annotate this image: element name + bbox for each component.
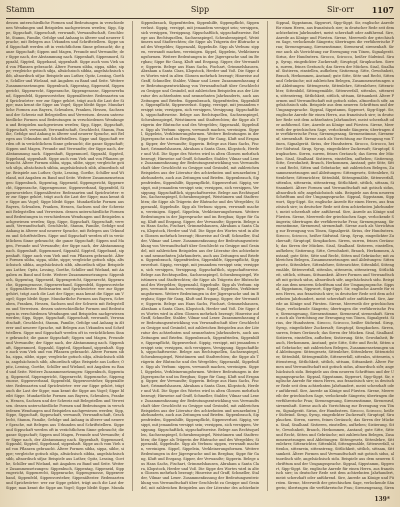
header-center-word: Sipp (190, 5, 210, 14)
header-right-word: Sir-orr (326, 5, 354, 14)
column-divider (267, 21, 268, 491)
printer-signature-mark: 139* (374, 496, 390, 503)
column-left (6, 21, 124, 491)
running-header (6, 4, 394, 19)
page-number: 1107 (371, 5, 394, 15)
column-middle (141, 21, 259, 491)
column-left-text: dessen unterschiedliche Formen und Bedeutungen in verschiedenen Wendungen und Beispielen nachgewiesen werden; Sipp, Sippe, Sippschaft, Sippeschaft, verwandt, Verwandtschaft, Geschlecht, Stamm, Familie, Gefolge und Anhang in älterer und neuerer Sprache, mit Belegen aus Urkunden und Schriftstellern. Sippe und Sippschaft werden oft in verächtlichem Sinne gebraucht; die ganze Sippschaft; Sippen und Magen, Freunde und Verwandte; der Sippe nach, der Abstammung nach. Sippenhaft, Sippenmord, Sippzahl, Sippteil, Sippeband, sippenhaft. Sippe auch vom Vieh und von Pflanzen gebraucht. Ältere Formen sibba, sippa, sibbe, sippe; vergleiche gotisch sibja, altsächsisch sibbia, angelsächsisch sibb, altnordisch sifjar. Beispiele aus Luther, Opitz, Lessing, Goethe, Schiller und Wieland, mit Angaben zu Band und Seite. Weitere Zusammensetzungen: Sippenbuch, Sippentag, Sippeneid, Sippengericht, Sippenrecht, Sippenrache, Sippengenosse, Sippenverband, Sippenfeld, Sippenvorsteher, Sippenältester. Redensarten und Sprichwörter: wer zur Sippe gehört, trägt auch die Last der Sippe; man kennt die Sippe am Vogel; Sippe bleibt Sippe. Mundartliche Formen aus Bayern, Schwaben, Franken, Hessen, Sachsen und der Schweiz mit Belegstellen und Verweisen. dessen unterschiedliche Formen und Bedeutungen in verschiedenen Wendungen und Beispielen nachgewiesen werden; Sipp, Sippe, Sippschaft, Sippeschaft, verwandt, Verwandtschaft, Geschlecht, Stamm, Familie, Gefolge und Anhang in älterer und neuerer Sprache, mit Belegen aus Urkunden und Schriftstellern. Sippe und Sippschaft werden oft in verächtlichem Sinne gebraucht; die ganze Sippschaft; Sippen und Magen, Freunde und Verwandte; der Sippe nach, der Abstammung nach. Sippenhaft, Sippenmord, Sippzahl, Sippteil, Sippeband, sippenhaft. Sippe auch vom Vieh und von Pflanzen gebraucht. Ältere Formen sibba, sippa, sibbe, sippe; vergleiche gotisch sibja, altsächsisch sibbia, angelsächsisch sibb, altnordisch sifjar. Beispiele aus Luther, Opitz, Lessing, Goethe, Schiller und Wieland, mit Angaben zu Band und Seite. Weitere Zusammensetzungen: Sippenbuch, Sippentag, Sippeneid, Sippengericht, Sippenrecht, Sippenrache, Sippengenosse, Sippenverband, Sippenfeld, Sippenvorsteher, Sippenältester. Redensarten und Sprichwörter: wer zur Sippe gehört, trägt auch die Last der Sippe; man kennt die Sippe am Vogel; Sippe bleibt Sippe. Mundartliche Formen aus Bayern, Schwaben, Franken, Hessen, Sachsen und der Schweiz mit Belegstellen und Verweisen. dessen unterschiedliche Formen und Bedeutungen in verschiedenen Wendungen und Beispielen nachgewiesen werden; Sipp, Sippe, Sippschaft, Sippeschaft, verwandt, Verwandtschaft, Geschlecht, Stamm, Familie, Gefolge und Anhang in älterer und neuerer Sprache, mit Belegen aus Urkunden und Schriftstellern. Sippe und Sippschaft werden oft in verächtlichem Sinne gebraucht; die ganze Sippschaft; Sippen und Magen, Freunde und Verwandte; der Sippe nach, der Abstammung nach. Sippenhaft, Sippenmord, Sippzahl, Sippteil, Sippeband, sippenhaft. Sippe auch vom Vieh und von Pflanzen gebraucht. Ältere Formen sibba, sippa, sibbe, sippe; vergleiche gotisch sibja, altsächsisch sibbia, angelsächsisch sibb, altnordisch sifjar. Beispiele aus Luther, Opitz, Lessing, Goethe, Schiller und Wieland, mit Angaben zu Band und Seite. Weitere Zusammensetzungen: Sippenbuch, Sippentag, Sippeneid, Sippengericht, Sippenrecht, Sippenrache, Sippengenosse, Sippenverband, Sippenfeld, Sippenvorsteher, Sippenältester. Redensarten und Sprichwörter: wer zur Sippe gehört, trägt auch die Last der Sippe; man kennt die Sippe am Vogel; Sippe bleibt Sippe. Mundartliche Formen aus Bayern, Schwaben, Franken, Hessen, Sachsen und der Schweiz mit Belegstellen und Verweisen. dessen unterschiedliche Formen und Bedeutungen in verschiedenen Wendungen und Beispielen nachgewiesen werden; Sipp, Sippe, Sippschaft, Sippeschaft, verwandt, Verwandtschaft, Geschlecht, Stamm, Familie, Gefolge und Anhang in älterer und neuerer Sprache, mit Belegen aus Urkunden und Schriftstellern. Sippe und Sippschaft werden oft in verächtlichem Sinne gebraucht; die ganze Sippschaft; Sippen und Magen, Freunde und Verwandte; der Sippe nach, der Abstammung nach. Sippenhaft, Sippenmord, Sippzahl, Sippteil, Sippeband, sippenhaft. Sippe auch vom Vieh und von Pflanzen gebraucht. Ältere Formen sibba, sippa, sibbe, sippe; vergleiche gotisch sibja, altsächsisch sibbia, angelsächsisch sibb, altnordisch sifjar. Beispiele aus Luther, Opitz, Lessing, Goethe, Schiller und Wieland, mit Angaben zu Band und Seite. Weitere Zusammensetzungen: Sippenbuch, Sippentag, Sippeneid, Sippengericht, Sippenrecht, Sippenrache, Sippengenosse, Sippenverband, Sippenfeld, Sippenvorsteher, Sippenältester. Redensarten und Sprichwörter: wer zur Sippe gehört, trägt auch die Last der Sippe; man kennt die Sippe am Vogel; Sippe bleibt Sippe. Mundartliche Formen aus Bayern, Schwaben, Franken, Hessen, Sachsen und der Schweiz mit Belegstellen und Verweisen. dessen unterschiedliche Formen und Bedeutungen in verschiedenen Wendungen und Beispielen nachgewiesen werden; Sipp, Sippe, Sippschaft, Sippeschaft, verwandt, Verwandtschaft, Geschlecht, Stamm, Familie, Gefolge und Anhang in älterer und neuerer Sprache, mit Belegen aus Urkunden und Schriftstellern. Sippe und Sippschaft werden oft in verächtlichem Sinne gebraucht; die ganze Sippschaft; Sippen und Magen, Freunde und Verwandte; der Sippe nach, der Abstammung nach. Sippenhaft, Sippenmord, Sippzahl, Sippteil, Sippeband, sippenhaft. Sippe auch vom Vieh und von Pflanzen gebraucht. Ältere Formen sibba, sippa, sibbe, sippe; vergleiche gotisch sibja, altsächsisch sibbia, angelsächsisch sibb, altnordisch sifjar. Beispiele aus Luther, Opitz, Lessing, Goethe, Schiller und Wieland, mit Angaben zu Band und Seite. Weitere Zusammensetzungen: Sippenbuch, Sippentag, Sippeneid, Sippengericht, Sippenrecht, Sippenrache, Sippengenosse, Sippenverband, Sippenfeld, Sippenvorsteher, Sippenältester. Redensarten und Sprichwörter: wer zur Sippe gehört, trägt auch die Last der Sippe; man kennt die Sippe am Vogel; Sippe bleibt Sippe. Munda (6, 21, 124, 490)
column-middle-text: Sippenbrauch, Sippenfrieden, Sippenhilfe, Sippenpflicht, Sippenverlust. Sippig, versippt, mit jemandem versippt sein; versippen, sich versippen, Versippung. Sippschaftlich, sippschaftsweise. Belege aus Rechtsquellen, Sachsenspiegel, Schwabenspiegel, Weistümern und Stadtrechten; die Sippe als Trägerin der Blutrache und des Wergeldes; Sippenzahl, Sippebuße. Sipp als Verbum: sippen, verwandt machen, vereinigen. Sippel, Sippelein, Verkleinerungsformen. Weitere Bedeutungen in der Jägersprache und im Bergbau; Sippe für Gang, Kluft und Erzgang. Sipper, der Verwandte; Sipperin. Belege aus Hans Sachs, Fischart, Grimmelshausen, Abraham a Santa Clara, Klopstock, Herder und Voß. Die Sippe des Wortes wird in alten Glossen mehrfach bezeugt; Hinweise auf Graff, Schmeller, Stalder, Vilmar und Lexer. Zusammenfassung der Bedeutungsentwicklung von Verwandtschaft über Geschlecht zu Gesippe und Gesindel, mit zahlreichen Beispielen aus der Literatur des achtzehnten und neunzehnten Jahrhunderts, auch aus Zeitungen und Briefen. Sippenbrauch, Sippenfrieden, Sippenhilfe, Sippenpflicht, Sippenverlust. Sippig, versippt, mit jemandem versippt sein; versippen, sich versippen, Versippung. Sippschaftlich, sippschaftsweise. Belege aus Rechtsquellen, Sachsenspiegel, Schwabenspiegel, Weistümern und Stadtrechten; die Sippe als Trägerin der Blutrache und des Wergeldes; Sippenzahl, Sippebuße. Sipp als Verbum: sippen, verwandt machen, vereinigen. Sippel, Sippelein, Verkleinerungsformen. Weitere Bedeutungen in der Jägersprache und im Bergbau; Sippe für Gang, Kluft und Erzgang. Sipper, der Verwandte; Sipperin. Belege aus Hans Sachs, Fischart, Grimmelshausen, Abraham a Santa Clara, Klopstock, Herder und Voß. Die Sippe des Wortes wird in alten Glossen mehrfach bezeugt; Hinweise auf Graff, Schmeller, Stalder, Vilmar und Lexer. Zusammenfassung der Bedeutungsentwicklung von Verwandtschaft über Geschlecht zu Gesippe und Gesindel, mit zahlreichen Beispielen aus der Literatur des achtzehnten und neunzehnten Jahrhunderts, auch aus Zeitungen und Briefen. Sippenbrauch, Sippenfrieden, Sippenhilfe, Sippenpflicht, Sippenverlust. Sippig, versippt, mit jemandem versippt sein; versippen, sich versippen, Versippung. Sippschaftlich, sippschaftsweise. Belege aus Rechtsquellen, Sachsenspiegel, Schwabenspiegel, Weistümern und Stadtrechten; die Sippe als Trägerin der Blutrache und des Wergeldes; Sippenzahl, Sippebuße. Sipp als Verbum: sippen, verwandt machen, vereinigen. Sippel, Sippelein, Verkleinerungsformen. Weitere Bedeutungen in der Jägersprache und im Bergbau; Sippe für Gang, Kluft und Erzgang. Sipper, der Verwandte; Sipperin. Belege aus Hans Sachs, Fischart, Grimmelshausen, Abraham a Santa Clara, Klopstock, Herder und Voß. Die Sippe des Wortes wird in alten Glossen mehrfach bezeugt; Hinweise auf Graff, Schmeller, Stalder, Vilmar und Lexer. Zusammenfassung der Bedeutungsentwicklung von Verwandtschaft über Geschlecht zu Gesippe und Gesindel, mit zahlreichen Beispielen aus der Literatur des achtzehnten und neunzehnten Jahrhunderts, auch aus Zeitungen und Briefen. Sippenbrauch, Sippenfrieden, Sippenhilfe, Sippenpflicht, Sippenverlust. Sippig, versippt, mit jemandem versippt sein; versippen, sich versippen, Versippung. Sippschaftlich, sippschaftsweise. Belege aus Rechtsquellen, Sachsenspiegel, Schwabenspiegel, Weistümern und Stadtrechten; die Sippe als Trägerin der Blutrache und des Wergeldes; Sippenzahl, Sippebuße. Sipp als Verbum: sippen, verwandt machen, vereinigen. Sippel, Sippelein, Verkleinerungsformen. Weitere Bedeutungen in der Jägersprache und im Bergbau; Sippe für Gang, Kluft und Erzgang. Sipper, der Verwandte; Sipperin. Belege aus Hans Sachs, Fischart, Grimmelshausen, Abraham a Santa Clara, Klopstock, Herder und Voß. Die Sippe des Wortes wird in alten Glossen mehrfach bezeugt; Hinweise auf Graff, Schmeller, Stalder, Vilmar und Lexer. Zusammenfassung der Bedeutungsentwicklung von Verwandtschaft über Geschlecht zu Gesippe und Gesindel, mit zahlreichen Beispielen aus der Literatur des achtzehnten und neunzehnten Jahrhunderts, auch aus Zeitungen und Briefen. Sippenbrauch, Sippenfrieden, Sippenhilfe, Sippenpflicht, Sippenverlust. Sippig, versippt, mit jemandem versippt sein; versippen, sich versippen, Versippung. Sippschaftlich, sippschaftsweise. Belege aus Rechtsquellen, Sachsenspiegel, Schwabenspiegel, Weistümern und Stadtrechten; die Sippe als Trägerin der Blutrache und des Wergeldes; Sippenzahl, Sippebuße. Sipp als Verbum: sippen, verwandt machen, vereinigen. Sippel, Sippelein, Verkleinerungsformen. Weitere Bedeutungen in der Jägersprache und im Bergbau; Sippe für Gang, Kluft und Erzgang. Sipper, der Verwandte; Sipperin. Belege aus Hans Sachs, Fischart, Grimmelshausen, Abraham a Santa Clara, Klopstock, Herder und Voß. Die Sippe des Wortes wird in alten Glossen mehrfach bezeugt; Hinweise auf Graff, Schmeller, Stalder, Vilmar und Lexer. Zusammenfassung der Bedeutungsentwicklung von Verwandtschaft über Geschlecht zu Gesippe und Gesindel, mit zahlreichen Beispielen aus der Literatur des achtzehnten und neunzehnten Jahrhunderts, auch aus Zeitungen und Briefen. Sippenbrauch, Sippenfrieden, Sippenhilfe, Sippenpflicht, Sippenverlust. Sippig, versippt, mit jemandem versippt sein; versippen, sich versippen, Versippung. Sippschaftlich, sippschaftsweise. Belege aus Rechtsquellen, Sachsenspiegel, Schwabenspiegel, Weistümern und Stadtrechten; die Sippe als Trägerin der Blutrache und des Wergeldes; Sippenzahl, Sippebuße. Sipp als Verbum: sippen, verwandt machen, vereinigen. Sippel, Sippelein, Verkleinerungsformen. Weitere Bedeutungen in der Jägersprache und im Bergbau; Sippe für Gang, Kluft und Erzgang. Sipper, der Verwandte; Sipperin. Belege aus Hans Sachs, Fischart, Grimmelshausen, Abraham a Santa Clara, Klopstock, Herder und Voß. Die Sippe des Wortes wird in alten Glossen mehrfach bezeugt; Hinweise auf Graff, Schmeller, Stalder, Vilmar und Lexer. Zusammenfassung der Bedeutungsentwicklung von Verwandtschaft über Geschlecht zu Gesippe und Gesindel, mit zahlreichen Beispielen aus der Literatur des achtzehnte (141, 21, 259, 490)
column-right (276, 21, 394, 491)
header-left-word: Stamm (6, 5, 35, 14)
column-divider (132, 21, 133, 491)
text-columns (6, 21, 394, 491)
column-right-text: Sippsal, Sippstamm, Sippwort, Sipp-Sippt. Sir, englische Anrede für einen Herrn, aus französisch sire; in deutscher Rede seit dem achtzehnten Jahrhundert, meist scherzhaft oder anführend. Sire, Anrede an Könige und Fürsten. Sirene, Meerweib der griechischen Sage, verlockende Sängerin; übertragen die verführerische Frau; Sirenengesang, Sirenenstimme, Sirenenruf, sirenenhaft. Sirene auch als Vorrichtung zur Erzeugung von Tönen, Signalgerät. Sirius, der Hundsstern. Sirocco, Scirocco, heißer Südwind. Sirup, Syrup, eingedickter Zuckersaft; Siruptopf, Sirupkuchen. Sirren, surren, feines Geräusch; das Sirren der Mücken. Sisal, Sisalhanf. Sistieren, einstellen, aufheben; Sistierung. Sitte, Gewohnheit, Brauch, Herkommen, Anstand; gute Sitte, Sitte und Recht, Sitten und Gebräuche; mit zahlreichen Belegen, Zusammensetzungen und Ableitungen: Sittengesetz, Sittenlehre, Sittenlehrer, Sittenrichter, Sittenbild, Sittengemälde, Sittenverfall, sittenlos, sittenrein, sittenstreng, Sittlichkeit, sittlich, sittsam, Sittsamkeit. Ältere Formen und Verwandtschaft mit gotisch sidus, altnordisch siðr, angelsächsisch sidu. Beispiele aus dem neueren Schrifttum und der Umgangssprache. Sippsal, Sippstamm, Sippwort, Sipp-Sippt. Sir, englische Anrede für einen Herrn, aus französisch sire; in deutscher Rede seit dem achtzehnten Jahrhundert, meist scherzhaft oder anführend. Sire, Anrede an Könige und Fürsten. Sirene, Meerweib der griechischen Sage, verlockende Sängerin; übertragen die verführerische Frau; Sirenengesang, Sirenenstimme, Sirenenruf, sirenenhaft. Sirene auch als Vorrichtung zur Erzeugung von Tönen, Signalgerät. Sirius, der Hundsstern. Sirocco, Scirocco, heißer Südwind. Sirup, Syrup, eingedickter Zuckersaft; Siruptopf, Sirupkuchen. Sirren, surren, feines Geräusch; das Sirren der Mücken. Sisal, Sisalhanf. Sistieren, einstellen, aufheben; Sistierung. Sitte, Gewohnheit, Brauch, Herkommen, Anstand; gute Sitte, Sitte und Recht, Sitten und Gebräuche; mit zahlreichen Belegen, Zusammensetzungen und Ableitungen: Sittengesetz, Sittenlehre, Sittenlehrer, Sittenrichter, Sittenbild, Sittengemälde, Sittenverfall, sittenlos, sittenrein, sittenstreng, Sittlichkeit, sittlich, sittsam, Sittsamkeit. Ältere Formen und Verwandtschaft mit gotisch sidus, altnordisch siðr, angelsächsisch sidu. Beispiele aus dem neueren Schrifttum und der Umgangssprache. Sippsal, Sippstamm, Sippwort, Sipp-Sippt. Sir, englische Anrede für einen Herrn, aus französisch sire; in deutscher Rede seit dem achtzehnten Jahrhundert, meist scherzhaft oder anführend. Sire, Anrede an Könige und Fürsten. Sirene, Meerweib der griechischen Sage, verlockende Sängerin; übertragen die verführerische Frau; Sirenengesang, Sirenenstimme, Sirenenruf, sirenenhaft. Sirene auch als Vorrichtung zur Erzeugung von Tönen, Signalgerät. Sirius, der Hundsstern. Sirocco, Scirocco, heißer Südwind. Sirup, Syrup, eingedickter Zuckersaft; Siruptopf, Sirupkuchen. Sirren, surren, feines Geräusch; das Sirren der Mücken. Sisal, Sisalhanf. Sistieren, einstellen, aufheben; Sistierung. Sitte, Gewohnheit, Brauch, Herkommen, Anstand; gute Sitte, Sitte und Recht, Sitten und Gebräuche; mit zahlreichen Belegen, Zusammensetzungen und Ableitungen: Sittengesetz, Sittenlehre, Sittenlehrer, Sittenrichter, Sittenbild, Sittengemälde, Sittenverfall, sittenlos, sittenrein, sittenstreng, Sittlichkeit, sittlich, sittsam, Sittsamkeit. Ältere Formen und Verwandtschaft mit gotisch sidus, altnordisch siðr, angelsächsisch sidu. Beispiele aus dem neueren Schrifttum und der Umgangssprache. Sippsal, Sippstamm, Sippwort, Sipp-Sippt. Sir, englische Anrede für einen Herrn, aus französisch sire; in deutscher Rede seit dem achtzehnten Jahrhundert, meist scherzhaft oder anführend. Sire, Anrede an Könige und Fürsten. Sirene, Meerweib der griechischen Sage, verlockende Sängerin; übertragen die verführerische Frau; Sirenengesang, Sirenenstimme, Sirenenruf, sirenenhaft. Sirene auch als Vorrichtung zur Erzeugung von Tönen, Signalgerät. Sirius, der Hundsstern. Sirocco, Scirocco, heißer Südwind. Sirup, Syrup, eingedickter Zuckersaft; Siruptopf, Sirupkuchen. Sirren, surren, feines Geräusch; das Sirren der Mücken. Sisal, Sisalhanf. Sistieren, einstellen, aufheben; Sistierung. Sitte, Gewohnheit, Brauch, Herkommen, Anstand; gute Sitte, Sitte und Recht, Sitten und Gebräuche; mit zahlreichen Belegen, Zusammensetzungen und Ableitungen: Sittengesetz, Sittenlehre, Sittenlehrer, Sittenrichter, Sittenbild, Sittengemälde, Sittenverfall, sittenlos, sittenrein, sittenstreng, Sittlichkeit, sittlich, sittsam, Sittsamkeit. Ältere Formen und Verwandtschaft mit gotisch sidus, altnordisch siðr, angelsächsisch sidu. Beispiele aus dem neueren Schrifttum und der Umgangssprache. Sippsal, Sippstamm, Sippwort, Sipp-Sippt. Sir, englische Anrede für einen Herrn, aus französisch sire; in deutscher Rede seit dem achtzehnten Jahrhundert, meist scherzhaft oder anführend. Sire, Anrede an Könige und Fürsten. Sirene, Meerweib der griechischen Sage, verlockende Sängerin; übertragen die verführerische Frau; Sirenengesang, Sirenenstimme, Sirenenruf, sirenenhaft. Sirene auch als Vorrichtung zur Erzeugung von Tönen, Signalgerät. Sirius, der Hundsstern. Sirocco, Scirocco, heißer Südwind. Sirup, Syrup, eingedickter Zuckersaft; Siruptopf, Sirupkuchen. Sirren, surren, feines Geräusch; das Sirren der Mücken. Sisal, Sisalhanf. Sistieren, einstellen, aufheben; Sistierung. Sitte, Gewohnheit, Brauch, Herkommen, Anstand; gute Sitte, Sitte und Recht, Sitten und Gebräuche; mit zahlreichen Belegen, Zusammensetzungen und Ableitungen: Sittengesetz, Sittenlehre, Sittenlehrer, Sittenrichter, Sittenbild, Sittengemälde, Sittenverfall, sittenlos, sittenrein, sittenstreng, Sittlichkeit, sittlich, sittsam, Sittsamkeit. Ältere Formen und Verwandtschaft mit gotisch sidus, altnordisch siðr, angelsächsisch sidu. Beispiele aus dem neueren Schrifttum und der Umgangssprache. Sippsal, Sippstamm, Sippwort, Sipp-Sippt. Sir, englische Anrede für einen Herrn, aus französisch sire; in deutscher Rede seit dem achtzehnten Jahrhundert, meist scherzhaft oder anführend. Sire, Anrede an Könige und Fürsten. Sirene, Meerweib der griechischen Sage, verlockende Sängerin; übertragen die verführerische Frau; Sirenengesang, Siren (276, 21, 394, 490)
